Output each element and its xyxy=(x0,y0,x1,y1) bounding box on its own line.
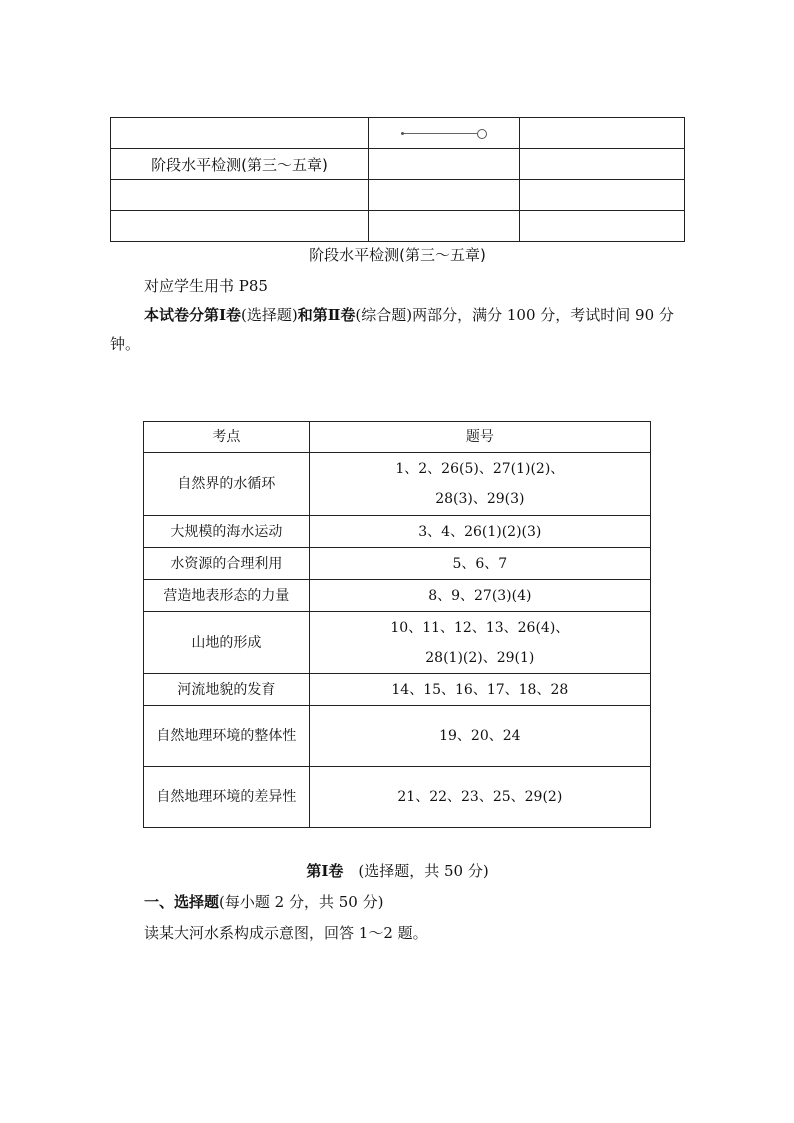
section-title-normal: (选择题，共 50 分) xyxy=(343,862,489,880)
table-row xyxy=(144,453,651,516)
intro-paragraph xyxy=(110,301,688,359)
question-group-normal: (每小题 2 分，共 50 分) xyxy=(219,893,384,911)
header-cell xyxy=(368,211,519,242)
column-header-topic: 考点 xyxy=(144,422,310,453)
table-row xyxy=(144,674,651,706)
header-cell xyxy=(111,118,369,149)
intro-bold-2: 和第Ⅱ卷 xyxy=(297,306,356,324)
question-group-heading xyxy=(110,888,688,917)
question-instruction: 读某大河水系构成示意图，回答 1～2 题。 xyxy=(144,924,428,942)
table-header-row xyxy=(144,422,651,453)
number-cell: 3、4、26(1)(2)(3) xyxy=(309,516,650,548)
table-row xyxy=(144,706,651,767)
number-cell: 21、22、23、25、29(2) xyxy=(309,767,650,828)
header-table xyxy=(110,117,685,242)
slider[interactable] xyxy=(401,129,487,139)
slider-start-dot xyxy=(401,132,404,135)
number-cell xyxy=(309,453,650,516)
slider-track-line xyxy=(401,133,479,134)
number-cell: 5、6、7 xyxy=(309,548,650,580)
document-caption: 阶段水平检测(第三～五章) xyxy=(309,246,486,264)
topic-cell: 自然地理环境的整体性 xyxy=(144,706,310,767)
number-cell: 8、9、27(3)(4) xyxy=(309,580,650,612)
header-cell xyxy=(519,149,684,180)
header-cell xyxy=(111,211,369,242)
table-row xyxy=(144,767,651,828)
intro-bold-1: 本试卷分第Ⅰ卷 xyxy=(144,306,242,324)
topic-cell: 水资源的合理利用 xyxy=(144,548,310,580)
number-line: 28(3)、29(3) xyxy=(435,491,525,507)
table-row xyxy=(144,612,651,674)
topic-table xyxy=(143,421,651,828)
number-line: 28(1)(2)、29(1) xyxy=(425,649,535,666)
header-cell xyxy=(519,211,684,242)
column-header-number: 题号 xyxy=(309,422,650,453)
header-cell xyxy=(368,118,519,149)
student-book-ref: 对应学生用书 P85 xyxy=(144,277,268,295)
topic-cell: 河流地貌的发育 xyxy=(144,674,310,706)
number-cell: 14、15、16、17、18、28 xyxy=(309,674,650,706)
header-cell xyxy=(519,118,684,149)
header-cell xyxy=(111,180,369,211)
topic-cell: 山地的形成 xyxy=(144,612,310,674)
topic-cell: 营造地表形态的力量 xyxy=(144,580,310,612)
header-cell xyxy=(368,149,519,180)
table-row xyxy=(144,548,651,580)
intro-normal-2: (综合题)两部分，满分 100 分，考试时间 90 分钟。 xyxy=(110,306,674,353)
table-row xyxy=(144,580,651,612)
topic-cell: 大规模的海水运动 xyxy=(144,516,310,548)
slider-knob[interactable] xyxy=(477,129,487,139)
section-title xyxy=(110,860,685,881)
number-cell: 19、20、24 xyxy=(309,706,650,767)
table-row xyxy=(144,516,651,548)
header-cell-title: 阶段水平检测(第三～五章) xyxy=(111,149,369,180)
number-line: 10、11、12、13、26(4)、 xyxy=(390,619,570,636)
intro-normal-1: (选择题) xyxy=(241,306,298,324)
topic-cell: 自然界的水循环 xyxy=(144,453,310,516)
question-group-bold: 一、选择题 xyxy=(144,893,220,911)
header-cell xyxy=(519,180,684,211)
header-cell xyxy=(368,180,519,211)
number-cell xyxy=(309,612,650,674)
section-title-bold: 第Ⅰ卷 xyxy=(306,862,344,880)
number-line: 1、2、26(5)、27(1)(2)、 xyxy=(395,461,565,477)
topic-cell: 自然地理环境的差异性 xyxy=(144,767,310,828)
